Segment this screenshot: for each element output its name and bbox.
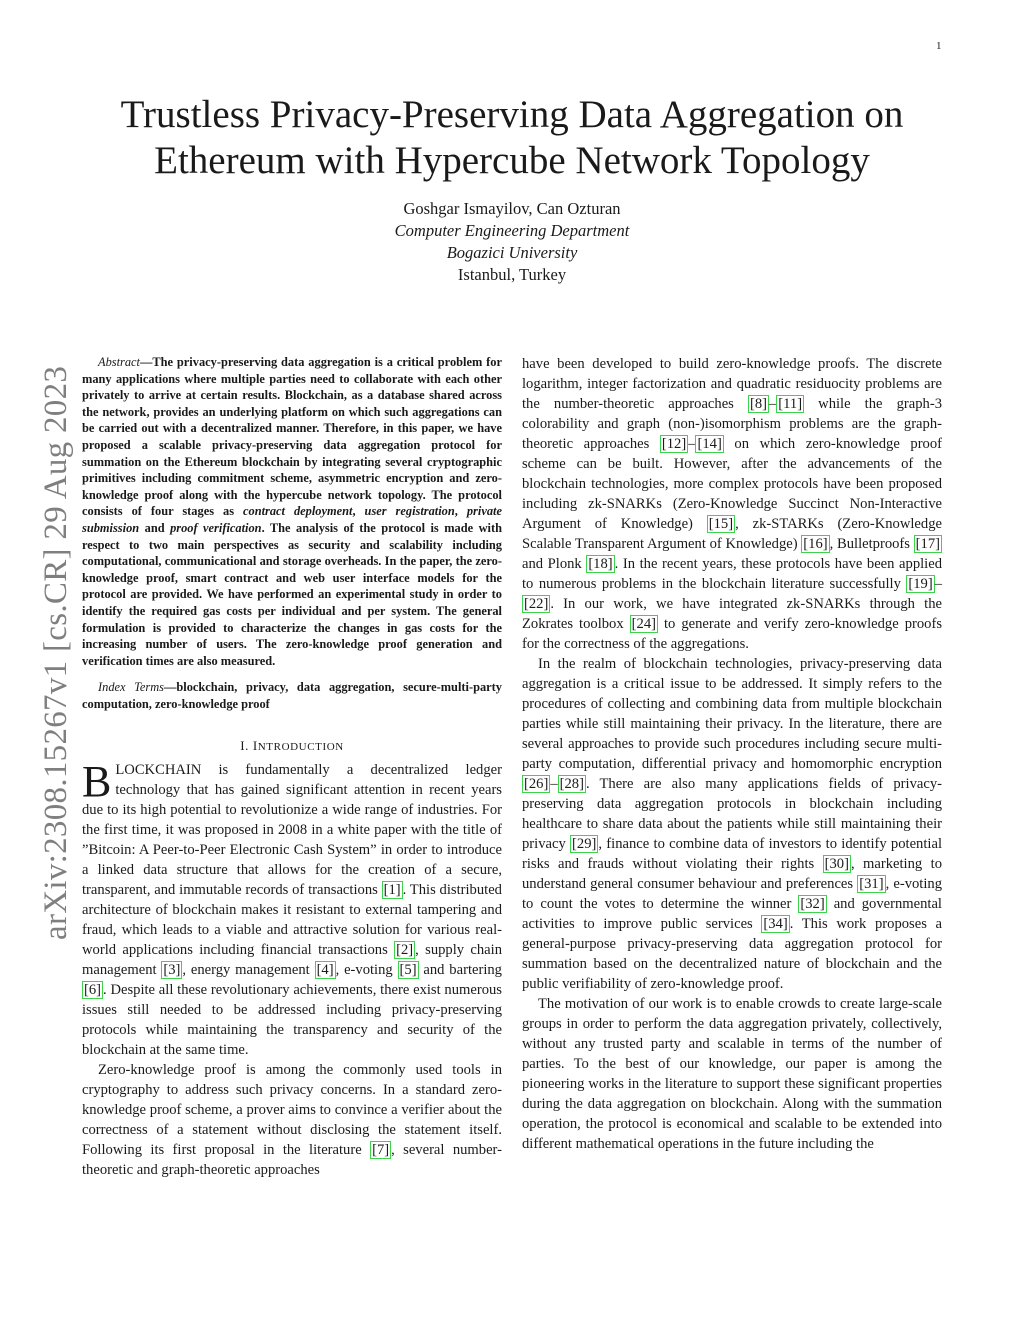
citation-link[interactable]: [5] — [399, 962, 417, 979]
citation-link[interactable]: [14] — [697, 436, 722, 452]
author-department: Computer Engineering Department — [394, 221, 630, 240]
index-terms-text: —blockchain, privacy, data aggregation, secure-multi-party computation, zero-knowledge proof — [82, 680, 502, 711]
abstract-sep-2: , — [454, 504, 467, 519]
body-text: . In our work, we have integrated zk-SNARKs through the Zokrates toolbox — [522, 596, 942, 632]
author-names: Goshgar Ismayilov, Can Ozturan — [403, 199, 621, 218]
citation-link[interactable]: [34] — [763, 916, 788, 932]
body-text: . In the recent years, these protocols have been applied to numerous problems in the blockchain literature successfully — [522, 556, 942, 592]
citation-link[interactable]: [19] — [908, 576, 933, 592]
intro-text: . Despite all these revolutionary achievements, there exist numerous issues still needed to be addressed including privacy-preserving protocols while maintaining the transparency and security of the blockchain at the same time. — [82, 982, 502, 1059]
range-dash: – — [768, 396, 777, 412]
intro-text: , e-voting — [335, 962, 398, 979]
body-text: , Bulletproofs — [829, 536, 914, 552]
body-text: , e-voting to count the votes to determine the winner — [522, 876, 943, 912]
citation-link[interactable]: [3] — [163, 962, 181, 979]
citation-link[interactable]: [26] — [524, 776, 549, 792]
citation-link[interactable]: [6] — [84, 982, 102, 999]
section-heading-introduction — [82, 738, 502, 754]
index-terms — [82, 679, 502, 712]
citation-link[interactable]: [15] — [708, 516, 734, 532]
author-block — [262, 198, 762, 286]
abstract-sep-1: , — [352, 504, 365, 519]
body-text: while the graph-3 colorability and graph (non-)isomorphism problems are the graph-theoretic approaches — [522, 396, 942, 452]
citation-link[interactable]: [7] — [372, 1142, 390, 1159]
citation-link[interactable]: [31] — [859, 876, 884, 892]
body-text: , finance to combine data of investors to identify potential risks and frauds without violating their rights — [522, 836, 942, 872]
body-text: have been developed to build zero-knowledge proofs. The discrete logarithm, integer factorization and quadratic residuocity problems are the number-theoretic approaches — [522, 356, 942, 412]
body-text: In the realm of blockchain technologies, privacy-preserving data aggregation is a critical issue to be addressed. It simply refers to the procedures of collecting and combining data from multiple blockchain parties while still maintaining their privacy. In the literature, there are several approaches to provide such procedures including secure multi-party computation, differential privacy and homomorphic encryption — [522, 656, 942, 772]
citation-link[interactable]: [24] — [631, 616, 656, 632]
citation-link[interactable]: [11] — [778, 396, 803, 412]
section-title-first: I — [252, 738, 258, 754]
citation-link[interactable]: [17] — [915, 536, 940, 552]
author-location: Istanbul, Turkey — [457, 265, 567, 284]
body-text: , marketing to understand general consumer behaviour and preferences — [522, 856, 942, 892]
citation-link[interactable]: [12] — [661, 436, 687, 452]
author-university: Bogazici University — [446, 243, 578, 262]
paper-title — [80, 92, 944, 184]
intro-text: . This distributed architecture of blockchain makes it resistant to external tampering and fraud, which leads to a viable and attractive solution for various real-world applications including financial transactions — [82, 882, 502, 959]
intro-text: , energy management — [182, 962, 315, 979]
citation-link[interactable]: [4] — [316, 962, 334, 979]
stage-user-registration: user registration — [364, 504, 455, 519]
stage-private-submission: private submission — [82, 504, 502, 535]
citation-link[interactable]: [1] — [383, 882, 401, 899]
stage-contract-deployment: contract deployment — [243, 504, 353, 519]
body-text: to generate and verify zero-knowledge proofs for the correctness of the aggregations. — [522, 616, 943, 652]
abstract-sep-3: and — [139, 520, 171, 535]
right-paragraph-3: The motivation of our work is to enable crowds to create large-scale groups in order to perform the data aggregation privately, collectively, without any trusted party and scalable in terms of the number of parties. To the best of our knowledge, our paper is among the pioneering works in the literature to support these significant properties during the data aggregation on blockchain. Along with the summation operation, the protocol is economical and scalable to be extended into different mathematical operations in the future including the — [522, 996, 942, 1152]
citation-link[interactable]: [18] — [588, 556, 613, 572]
body-text: . This work proposes a general-purpose privacy-preserving data aggregation protocol for summation based on the decentralized nature of blockchain and the public verifiability of zero-knowledge proof. — [522, 916, 942, 992]
abstract-label: Abstract — [98, 355, 140, 369]
index-terms-label: Index Terms — [98, 680, 164, 695]
body-text: . There are also many applications fields of privacy-preserving data aggregation protocols in blockchain including healthcare to share data about the patients while still maintaining their privacy — [522, 776, 942, 852]
right-column — [522, 354, 942, 1154]
title-line-2: Ethereum with Hypercube Network Topology — [154, 139, 870, 182]
abstract-text-2: . The analysis of the protocol is made with respect to two main perspectives as security and scalability including computational, communicational and storage overheads. In the paper, the zero-knowledge proof, smart contract and web user interface models for the protocol are provided. We have performed an experimental study in order to identify the required gas costs per individual and per system. The general formulation is provided to characterize the changes in gas costs for the increasing number of users. The zero-knowledge proof generation and verification times are also measured. — [82, 520, 502, 668]
range-dash: – — [550, 776, 558, 792]
body-text: , zk-STARKs (Zero-Knowledge Scalable Transparent Argument of Knowledge) — [522, 516, 942, 552]
intro-text: , supply chain management — [82, 942, 502, 979]
range-dash: – — [688, 436, 696, 452]
section-number: I. — [240, 738, 253, 754]
body-text: and Plonk — [522, 556, 587, 572]
intro-text: , several number-theoretic and graph-theoretic approaches — [82, 1142, 502, 1179]
stage-proof-verification: proof verification — [170, 520, 262, 535]
body-text: on which zero-knowledge proof scheme can be built. However, after the advancements of the blockchain technologies, more complex protocols have been proposed including zk-SNARKs (Zero-Knowledge Succinct Non-Interactive Argument of Knowledge) — [522, 436, 943, 532]
citation-link[interactable]: [29] — [572, 836, 597, 852]
citation-link[interactable]: [28] — [559, 776, 584, 792]
intro-paragraph-2 — [82, 1060, 502, 1180]
section-title-rest: NTRODUCTION — [257, 741, 344, 754]
citation-link[interactable]: [16] — [803, 536, 828, 552]
citation-link[interactable]: [32] — [800, 896, 825, 912]
dropcap-letter: B — [82, 757, 112, 807]
right-paragraph-1 — [522, 354, 942, 654]
citation-link[interactable]: [30] — [824, 856, 849, 872]
left-column — [82, 354, 502, 1180]
range-dash: – — [934, 576, 942, 592]
right-paragraph-2 — [522, 654, 942, 994]
arxiv-identifier[interactable]: arXiv:2308.15267v1 [cs.CR] 29 Aug 2023 — [38, 365, 74, 940]
citation-link[interactable]: [22] — [524, 596, 549, 612]
intro-paragraph-1 — [82, 757, 502, 1060]
intro-text: and bartering — [418, 962, 502, 979]
body-text: and governmental activities to improve public services — [522, 896, 942, 932]
citation-link[interactable]: [2] — [396, 942, 414, 959]
citation-link[interactable]: [8] — [749, 396, 767, 412]
intro-text: LOCKCHAIN is fundamentally a decentralized ledger technology that has gained significant attention in recent years due to its high potential to revolutionize a wide range of industries. For the first time, it was proposed in 2008 in a white paper with the title of ”Bitcoin: A Peer-to-Peer Electronic Cash System” in order to introduce a linked data structure that allows for the creation of a secure, transparent, and immutable records of transactions — [82, 762, 502, 899]
title-line-1: Trustless Privacy-Preserving Data Aggregation on — [120, 93, 904, 136]
intro-text: Zero-knowledge proof is among the commonly used tools in cryptography to address such privacy concerns. In a standard zero-knowledge proof scheme, a prover aims to convince a verifier about the correctness of a statement without disclosing the statement itself. Following its first proposal in the literature — [82, 1062, 502, 1159]
abstract — [82, 354, 502, 669]
page-number: 1 — [936, 40, 942, 52]
abstract-text-1: —The privacy-preserving data aggregation is a critical problem for many applications where multiple parties need to collaborate with each other privately to arrive at certain results. Blockchain, as a database shared across the network, provides an underlying platform on which such aggregations can be carried out with a decentralized manner. Therefore, in this paper, we have proposed a scalable privacy-preserving data aggregation protocol for summation on the Ethereum blockchain by integrating several cryptographic primitives including commitment scheme, asymmetric encryption and zero-knowledge proof along with the hypercube network topology. The protocol consists of four stages as — [82, 355, 502, 519]
